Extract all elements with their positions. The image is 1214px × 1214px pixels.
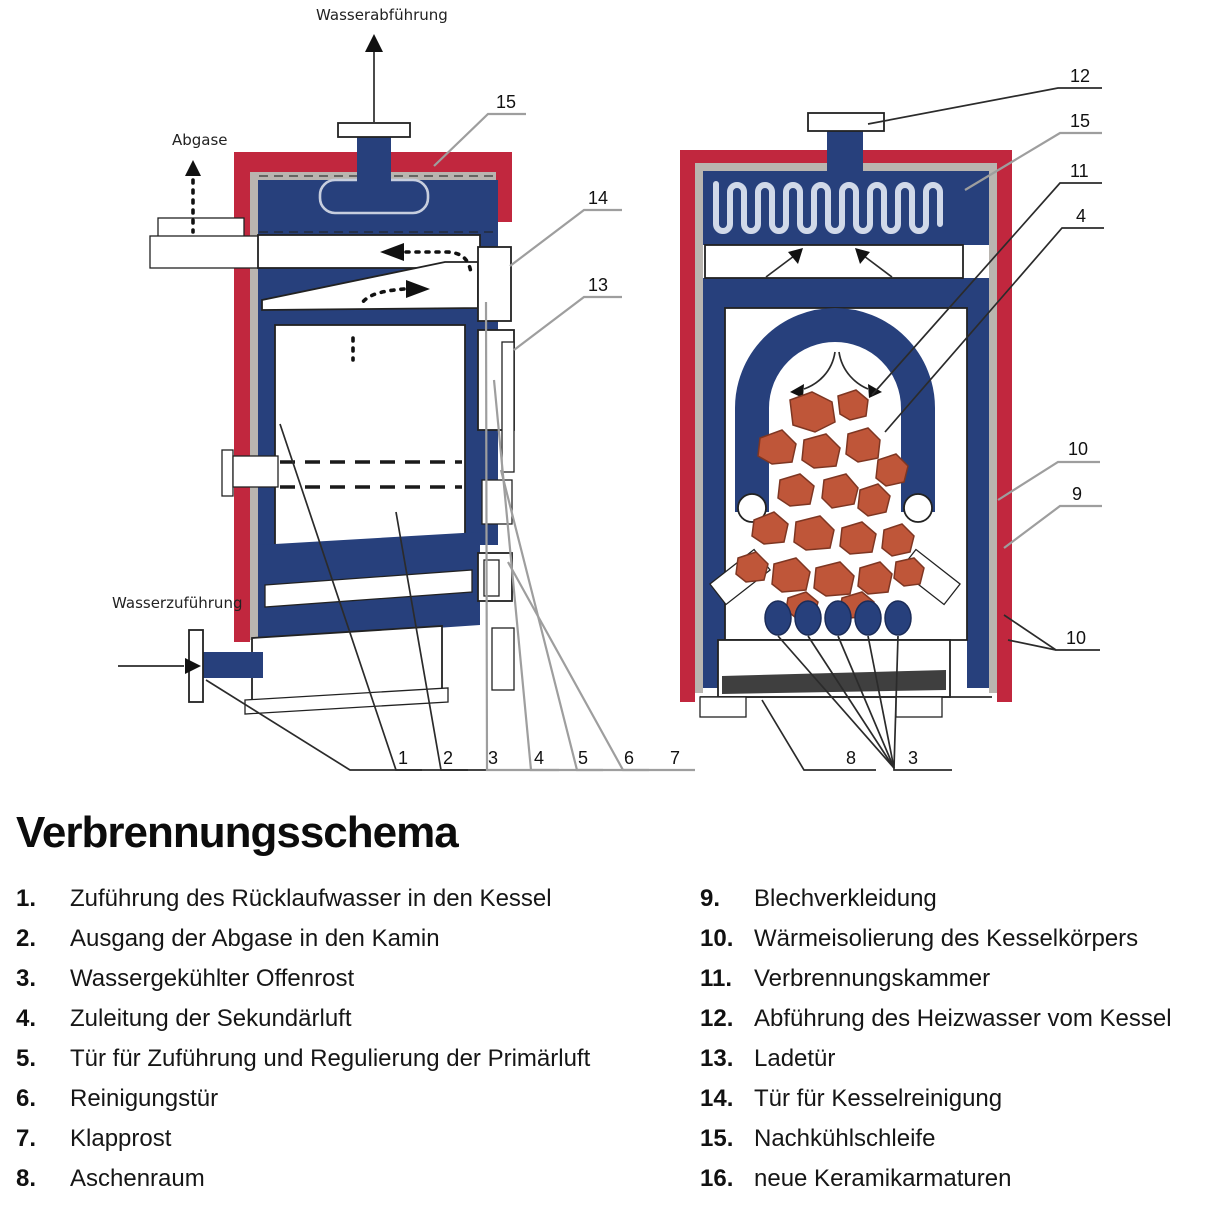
legend-label: Blechverkleidung (754, 885, 937, 912)
callout4-number: 4 (1076, 206, 1087, 226)
legend-num: 13. (700, 1045, 734, 1072)
legend-num: 1. (16, 885, 37, 912)
number-4: 4 (534, 748, 545, 768)
callout10l-number: 10 (1066, 628, 1087, 648)
left-shell-red-corner (496, 152, 512, 222)
side-flange-box (233, 456, 278, 487)
page-title: Verbrennungsschema (16, 808, 458, 857)
callout10u-leader (998, 462, 1100, 500)
side-flange-plate (222, 450, 233, 496)
legend-item-14 (700, 1084, 1214, 1114)
number-2: 2 (443, 748, 454, 768)
callout12-number: 12 (1070, 66, 1091, 86)
callout15-number: 15 (496, 92, 517, 112)
bottom-right-flange (492, 628, 514, 690)
legend-num: 6. (16, 1085, 37, 1112)
legend-item-3 (16, 964, 696, 994)
label-water-in: Wasserzuführung (112, 594, 243, 612)
legend-item-7 (16, 1124, 696, 1154)
legend-item-9 (700, 884, 1214, 914)
number-5: 5 (578, 748, 589, 768)
legend-item-2 (16, 924, 696, 954)
callout9-number: 9 (1072, 484, 1083, 504)
legend-item-4 (16, 1004, 696, 1034)
loading-door-plate (502, 342, 514, 472)
legend-num: 3. (16, 965, 37, 992)
grate (765, 601, 911, 635)
legend-label: Tür für Kesselreinigung (754, 1085, 1003, 1112)
legend-label: Ladetür (754, 1045, 836, 1072)
legend-num: 5. (16, 1045, 37, 1072)
legend-item-15 (700, 1124, 1214, 1154)
number-3: 3 (488, 748, 499, 768)
leader-7 (508, 562, 695, 770)
legend-num: 11. (700, 965, 733, 992)
right-insulation-left (695, 163, 703, 693)
legend-label: Ausgang der Abgase in den Kamin (70, 925, 440, 952)
legend-label: Zuführung des Rücklaufwasser in den Kessel (70, 885, 552, 912)
chimney-duct (150, 236, 262, 268)
legend-label: Reinigungstür (70, 1085, 219, 1112)
left-boiler (112, 6, 695, 770)
number-8: 8 (846, 748, 857, 768)
leader-8 (762, 700, 876, 770)
legend-right-column (700, 884, 1214, 1194)
right-jacket-right (967, 308, 989, 688)
water-inlet-pipe (203, 652, 263, 678)
legend-num: 15. (700, 1125, 734, 1152)
cleaning-door-14 (478, 247, 511, 321)
legend-item-16 (700, 1164, 1214, 1194)
legend-item-13 (700, 1044, 1214, 1074)
legend-label: Wärmeisolierung des Kesselkörpers (754, 925, 1139, 952)
legend-num: 2. (16, 925, 37, 952)
right-boiler (680, 66, 1104, 770)
legend-left-column (16, 884, 696, 1194)
foot-right (896, 697, 942, 717)
legend-label: Klapprost (70, 1125, 172, 1152)
abgase-arrow-icon (185, 160, 201, 176)
legend-label: Wassergekühlter Offenrost (70, 965, 355, 992)
legend-num: 4. (16, 1005, 37, 1032)
heating-water-flange (808, 113, 884, 131)
right-shell-red-left (680, 150, 695, 702)
legend-num: 8. (16, 1165, 37, 1192)
legend-item-10 (700, 924, 1214, 954)
right-insulation-right (989, 163, 997, 693)
legend-label: Aschenraum (70, 1165, 205, 1192)
legend-item-12 (700, 1004, 1214, 1034)
legend-label: Zuleitung der Sekundärluft (70, 1005, 352, 1032)
left-combustion-chamber (275, 325, 465, 545)
legend-num: 9. (700, 885, 721, 912)
callout15r-number: 15 (1070, 111, 1091, 131)
callout14-leader (510, 210, 622, 266)
callout12-leader (868, 88, 1102, 124)
legend-item-5 (16, 1044, 696, 1074)
callout10u-number: 10 (1068, 439, 1089, 459)
legend-num: 7. (16, 1125, 37, 1152)
number-7: 7 (670, 748, 681, 768)
right-jacket-mid-band (703, 278, 989, 308)
callout13-leader (514, 297, 622, 350)
number-6: 6 (624, 748, 635, 768)
callout9-leader (1004, 506, 1102, 548)
legend-item-6 (16, 1084, 696, 1114)
grate-tooth (825, 601, 851, 635)
water-outlet-pipe (357, 137, 391, 182)
legend-num: 16. (700, 1165, 734, 1192)
legend-num: 12. (700, 1005, 734, 1032)
grate-tooth (765, 601, 791, 635)
water-outlet-arrow-icon (365, 34, 383, 52)
upper-gas-band (705, 245, 963, 278)
heating-water-pipe (827, 131, 863, 173)
arch-pipe-right (904, 494, 932, 522)
legend-item-11 (700, 964, 1214, 994)
callout11-number: 11 (1070, 161, 1089, 181)
legend-item-8 (16, 1164, 696, 1194)
legend-label: Verbrennungskammer (754, 965, 991, 992)
leader-6 (501, 470, 649, 770)
legend-label: Abführung des Heizwasser vom Kessel (754, 1005, 1172, 1032)
callout14-number: 14 (588, 188, 609, 208)
label-flue-gas: Abgase (172, 131, 228, 149)
number-1: 1 (398, 748, 409, 768)
legend-num: 14. (700, 1085, 734, 1112)
foot-left (700, 697, 746, 717)
grate-tooth (855, 601, 881, 635)
grate-tooth (795, 601, 821, 635)
label-water-out: Wasserabführung (316, 6, 448, 24)
water-outlet-flange (338, 123, 410, 137)
number-3r: 3 (908, 748, 919, 768)
leader-3r-foot (894, 768, 952, 770)
legend-label: neue Keramikarmaturen (754, 1165, 1012, 1192)
right-jacket-left (703, 308, 725, 688)
legend-label: Nachkühlschleife (754, 1125, 936, 1152)
legend-num: 10. (700, 925, 734, 952)
legend-item-1 (16, 884, 696, 914)
legend-label: Tür für Zuführung und Regulierung der Primärluft (70, 1045, 591, 1072)
grate-tooth (885, 601, 911, 635)
callout13-number: 13 (588, 275, 609, 295)
